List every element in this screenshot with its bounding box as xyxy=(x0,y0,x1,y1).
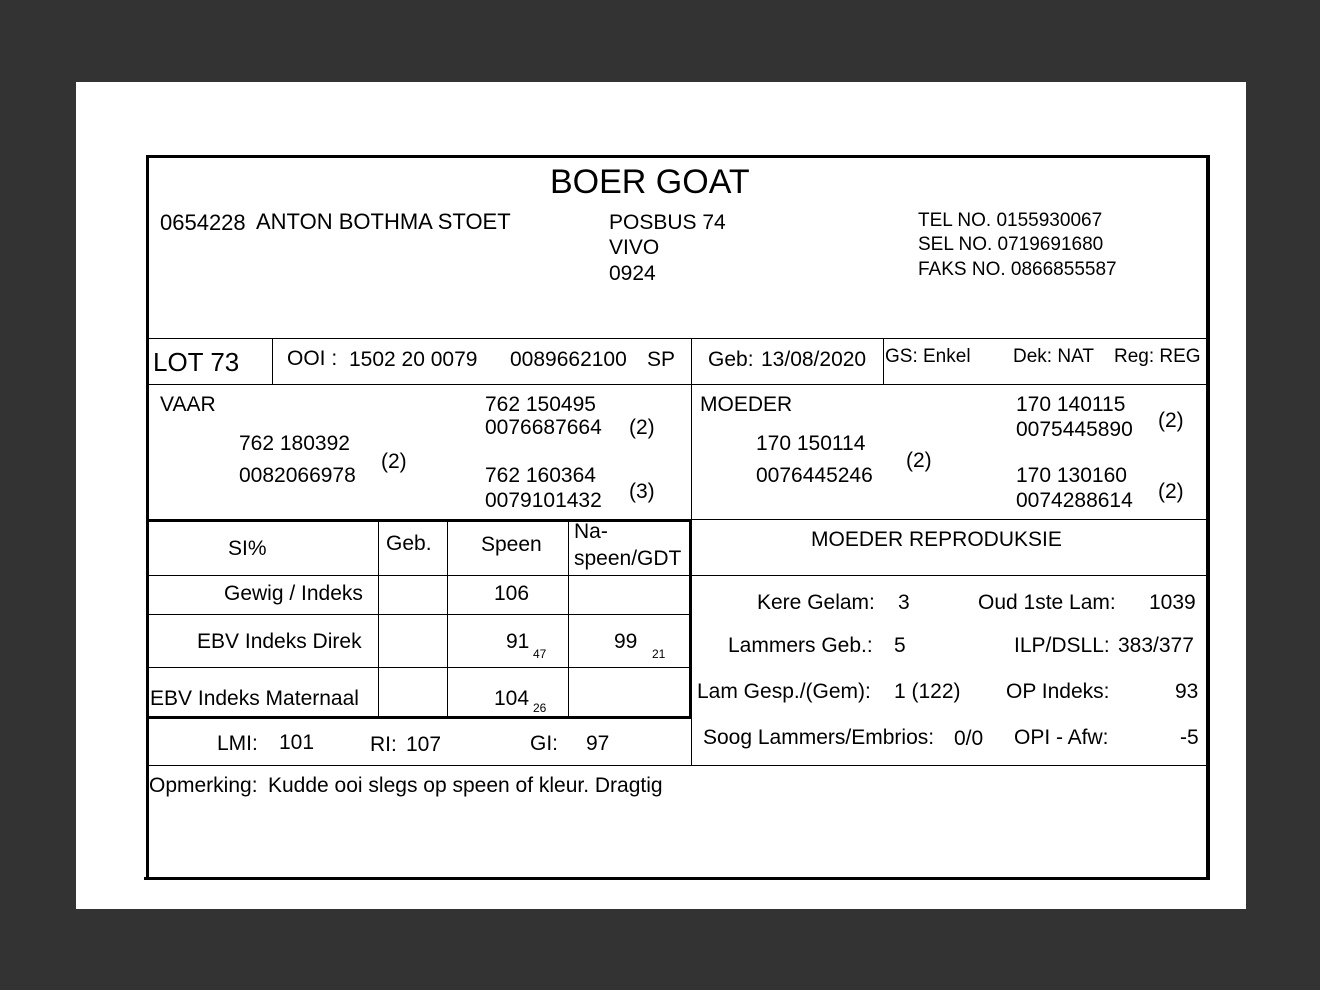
si-header-naspeen-line1: Na- xyxy=(574,520,608,543)
soog-label: Soog Lammers/Embrios: xyxy=(703,726,935,749)
ilp-dsll-value: 383/377 xyxy=(1118,634,1194,657)
moeder-id: 170 150114 xyxy=(756,432,866,455)
repro-header: MOEDER REPRODUKSIE xyxy=(811,528,1062,551)
moeder-count: (2) xyxy=(906,449,932,472)
kere-gelam-label: Kere Gelam: xyxy=(757,591,875,614)
lammers-geb-value: 5 xyxy=(894,634,906,657)
moeder-sire-count: (2) xyxy=(1158,409,1184,432)
lot-label: LOT 73 xyxy=(153,347,240,377)
divider-lot xyxy=(272,338,273,384)
geb-label: Geb: xyxy=(708,348,754,371)
reg-value: Reg: REG xyxy=(1114,346,1201,367)
separator-header xyxy=(146,338,1208,339)
si-row-direk-speen-sub: 47 xyxy=(533,647,547,661)
si-header-label: SI% xyxy=(228,537,267,560)
remark-label: Opmerking: xyxy=(149,774,258,797)
divider-si-right xyxy=(689,519,692,719)
frame-right-line xyxy=(1206,155,1210,879)
ilp-dsll-label: ILP/DSLL: xyxy=(1014,634,1110,657)
separator-pedigree-right xyxy=(691,519,1208,520)
si-row-gewig-speen: 106 xyxy=(494,582,530,605)
gi-label: GI: xyxy=(530,732,559,755)
lam-gesp-label: Lam Gesp./(Gem): xyxy=(697,680,871,703)
separator-pedigree-left xyxy=(146,519,691,522)
lmi-label: LMI: xyxy=(217,732,258,755)
si-row-direk-naspeen: 99 xyxy=(614,630,638,653)
remark-text: Kudde ooi slegs op speen of kleur. Dragtig xyxy=(268,774,663,797)
vaar-sire-reg: 0076687664 xyxy=(485,416,602,439)
dek-value: Dek: NAT xyxy=(1013,346,1094,367)
oud-1ste-lam-label: Oud 1ste Lam: xyxy=(978,591,1116,614)
separator-si-bottom xyxy=(146,716,691,719)
breeder-name: ANTON BOTHMA STOET xyxy=(256,209,511,234)
si-row-direk-speen: 91 xyxy=(506,630,530,653)
opi-afw-label: OPI - Afw: xyxy=(1014,726,1109,749)
moeder-dam-id: 170 130160 xyxy=(1016,464,1127,487)
soog-value: 0/0 xyxy=(954,727,984,750)
si-row-maternaal-speen-sub: 26 xyxy=(533,701,547,715)
ooi-id: 1502 20 0079 xyxy=(349,348,478,371)
address-line-2: VIVO xyxy=(609,236,660,259)
geb-date: 13/08/2020 xyxy=(761,348,867,371)
separator-repro-header xyxy=(691,575,1208,576)
frame-top-line xyxy=(146,155,1210,158)
si-row-gewig-label: Gewig / Indeks xyxy=(224,582,363,605)
vaar-sire-count: (2) xyxy=(629,416,655,439)
opi-afw-value: -5 xyxy=(1180,726,1199,749)
ooi-reg: 0089662100 xyxy=(510,348,627,371)
vaar-reg: 0082066978 xyxy=(239,464,356,487)
vaar-sire-id: 762 150495 xyxy=(485,393,596,416)
vaar-count: (2) xyxy=(381,450,407,473)
separator-indices-bottom xyxy=(146,765,1208,766)
vaar-id: 762 180392 xyxy=(239,432,350,455)
moeder-sire-reg: 0075445890 xyxy=(1016,418,1133,441)
gi-value: 97 xyxy=(586,732,610,755)
si-header-speen: Speen xyxy=(481,533,542,556)
lmi-value: 101 xyxy=(279,731,315,754)
address-line-3: 0924 xyxy=(609,262,656,285)
lammers-geb-label: Lammers Geb.: xyxy=(728,634,873,657)
oud-1ste-lam-value: 1039 xyxy=(1149,591,1196,614)
ooi-label: OOI : xyxy=(287,347,338,370)
sel-number: SEL NO. 0719691680 xyxy=(918,234,1104,255)
si-header-geb: Geb. xyxy=(386,532,432,555)
si-header-naspeen-line2: speen/GDT xyxy=(574,547,682,570)
op-indeks-value: 93 xyxy=(1175,680,1199,703)
divider-gs xyxy=(883,338,884,384)
divider-si-label xyxy=(378,519,379,718)
divider-si-speen xyxy=(568,519,569,718)
frame-left-line xyxy=(146,155,149,879)
separator-si-row1 xyxy=(146,614,691,615)
si-row-maternaal-speen: 104 xyxy=(494,687,530,710)
ooi-class: SP xyxy=(647,348,676,371)
card-title: BOER GOAT xyxy=(550,163,750,201)
kere-gelam-value: 3 xyxy=(898,591,910,614)
vaar-label: VAAR xyxy=(160,393,216,416)
frame-bottom-line xyxy=(144,877,1210,880)
op-indeks-label: OP Indeks: xyxy=(1006,680,1110,703)
tel-number: TEL NO. 0155930067 xyxy=(918,210,1103,231)
separator-lot xyxy=(146,384,1208,385)
ri-label: RI: xyxy=(370,733,397,756)
divider-si-geb xyxy=(447,519,448,718)
moeder-dam-reg: 0074288614 xyxy=(1016,489,1133,512)
moeder-sire-id: 170 140115 xyxy=(1016,393,1126,416)
lam-gesp-value: 1 (122) xyxy=(894,680,961,703)
separator-si-row2 xyxy=(146,667,691,668)
si-row-direk-label: EBV Indeks Direk xyxy=(197,630,362,653)
gs-value: GS: Enkel xyxy=(885,346,971,367)
vaar-dam-id: 762 160364 xyxy=(485,464,596,487)
vaar-dam-reg: 0079101432 xyxy=(485,489,602,512)
si-row-direk-naspeen-sub: 21 xyxy=(652,647,666,661)
address-line-1: POSBUS 74 xyxy=(609,211,726,234)
ri-value: 107 xyxy=(406,733,442,756)
vaar-dam-count: (3) xyxy=(629,480,655,503)
si-row-maternaal-label: EBV Indeks Maternaal xyxy=(150,687,359,710)
breeder-code: 0654228 xyxy=(160,210,246,235)
moeder-dam-count: (2) xyxy=(1158,480,1184,503)
moeder-label: MOEDER xyxy=(700,393,793,416)
faks-number: FAKS NO. 0866855587 xyxy=(918,259,1117,280)
moeder-reg: 0076445246 xyxy=(756,464,873,487)
separator-si-header-left xyxy=(146,575,691,576)
